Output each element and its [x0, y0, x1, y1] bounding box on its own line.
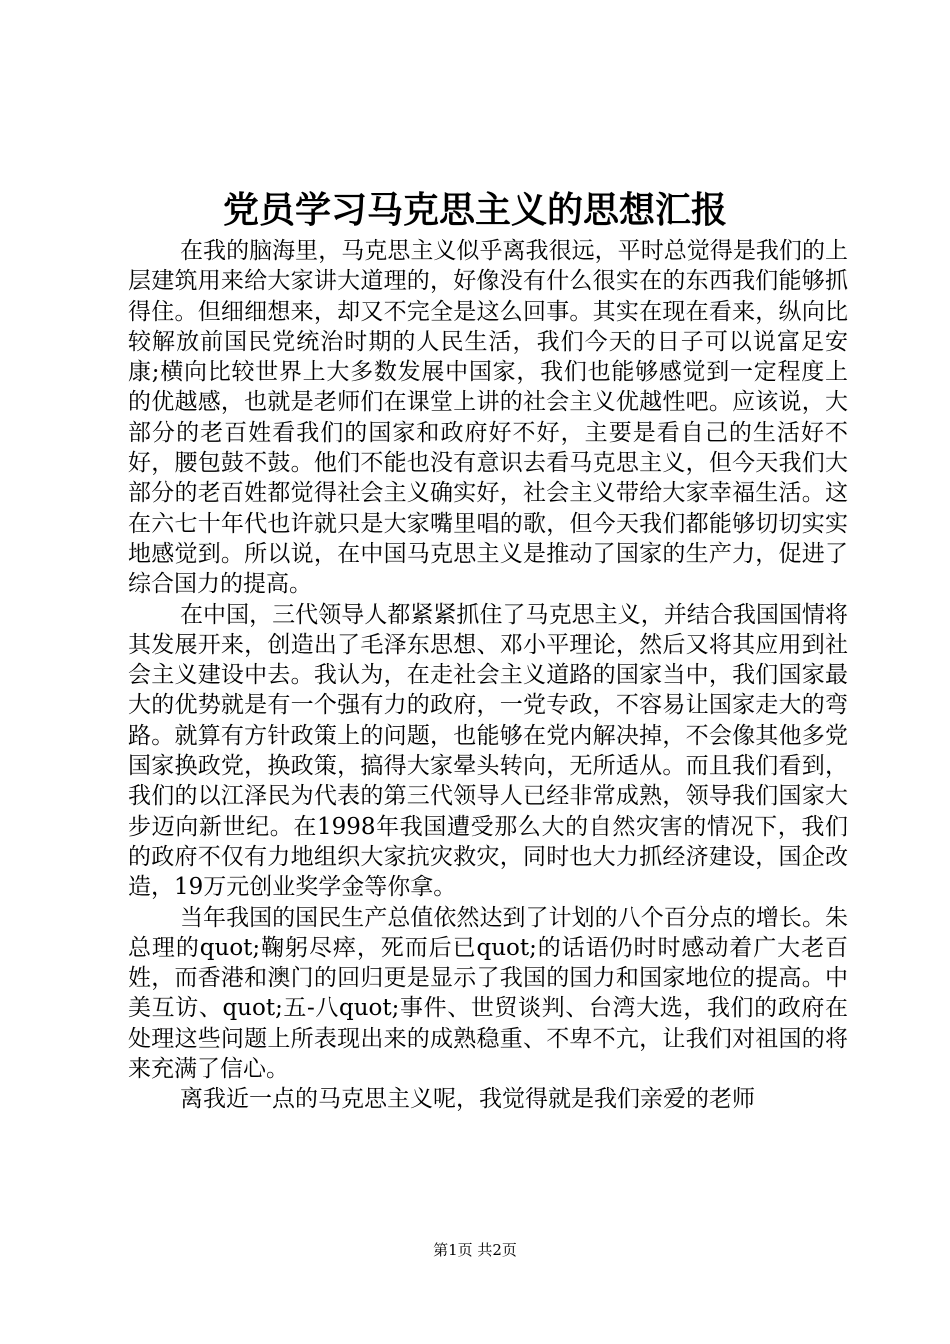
paragraph-2: 在中国，三代领导人都紧紧抓住了马克思主义，并结合我国国情将其发展开来，创造出了毛泽东思想、邓小平理论，然后又将其应用到社会主义建设中去。我认为，在走社会主义道路的国家当中，我们国家最大的优势就是有一个强有力的政府，一党专政，不容易让国家走大的弯路。就算有方针政策上的问题，也能够在党内解决掉，不会像其他多党国家换政党，换政策，搞得大家晕头转向，无所适从。而且我们看到，我们的以江泽民为代表的第三代领导人已经非常成熟，领导我们国家大步迈向新世纪。在1998年我国遭受那么大的自然灾害的情况下，我们的政府不仅有力地组织大家抗灾救灾，同时也大力抓经济建设，国企改造，19万元创业奖学金等你拿。: [128, 601, 848, 901]
paragraph-4: 离我近一点的马克思主义呢，我觉得就是我们亲爱的老师: [180, 1086, 755, 1113]
document-body: [128, 236, 848, 1115]
document-title: 党员学习马克思主义的思想汇报: [222, 189, 727, 231]
paragraph-1: 在我的脑海里，马克思主义似乎离我很远，平时总觉得是我们的上层建筑用来给大家讲大道理的，好像没有什么很实在的东西我们能够抓得住。但细细想来，却又不完全是这么回事。其实在现在看来，纵向比较解放前国民党统治时期的人民生活，我们今天的日子可以说富足安康;横向比较世界上大多数发展中国家，我们也能够感觉到一定程度上的优越感，也就是老师们在课堂上讲的社会主义优越性吧。应该说，大部分的老百姓看我们的国家和政府好不好，主要是看自己的生活好不好，腰包鼓不鼓。他们不能也没有意识去看马克思主义，但今天我们大部分的老百姓都觉得社会主义确实好，社会主义带给大家幸福生活。这在六七十年代也许就只是大家嘴里唱的歌，但今天我们都能够切切实实地感觉到。所以说，在中国马克思主义是推动了国家的生产力，促进了综合国力的提高。: [128, 238, 848, 598]
paragraph-3: 当年我国的国民生产总值依然达到了计划的八个百分点的增长。朱总理的quot;鞠躬尽瘁，死而后已quot;的话语仍时时感动着广大老百姓，而香港和澳门的回归更是显示了我国的国力和国家地位的提高。中美互访、quot;五-八quot;事件、世贸谈判、台湾大选，我们的政府在处理这些问题上所表现出来的成熟稳重、不卑不亢，让我们对祖国的将来充满了信心。: [128, 904, 848, 1083]
page-footer: 第1页 共2页: [433, 1241, 517, 1259]
